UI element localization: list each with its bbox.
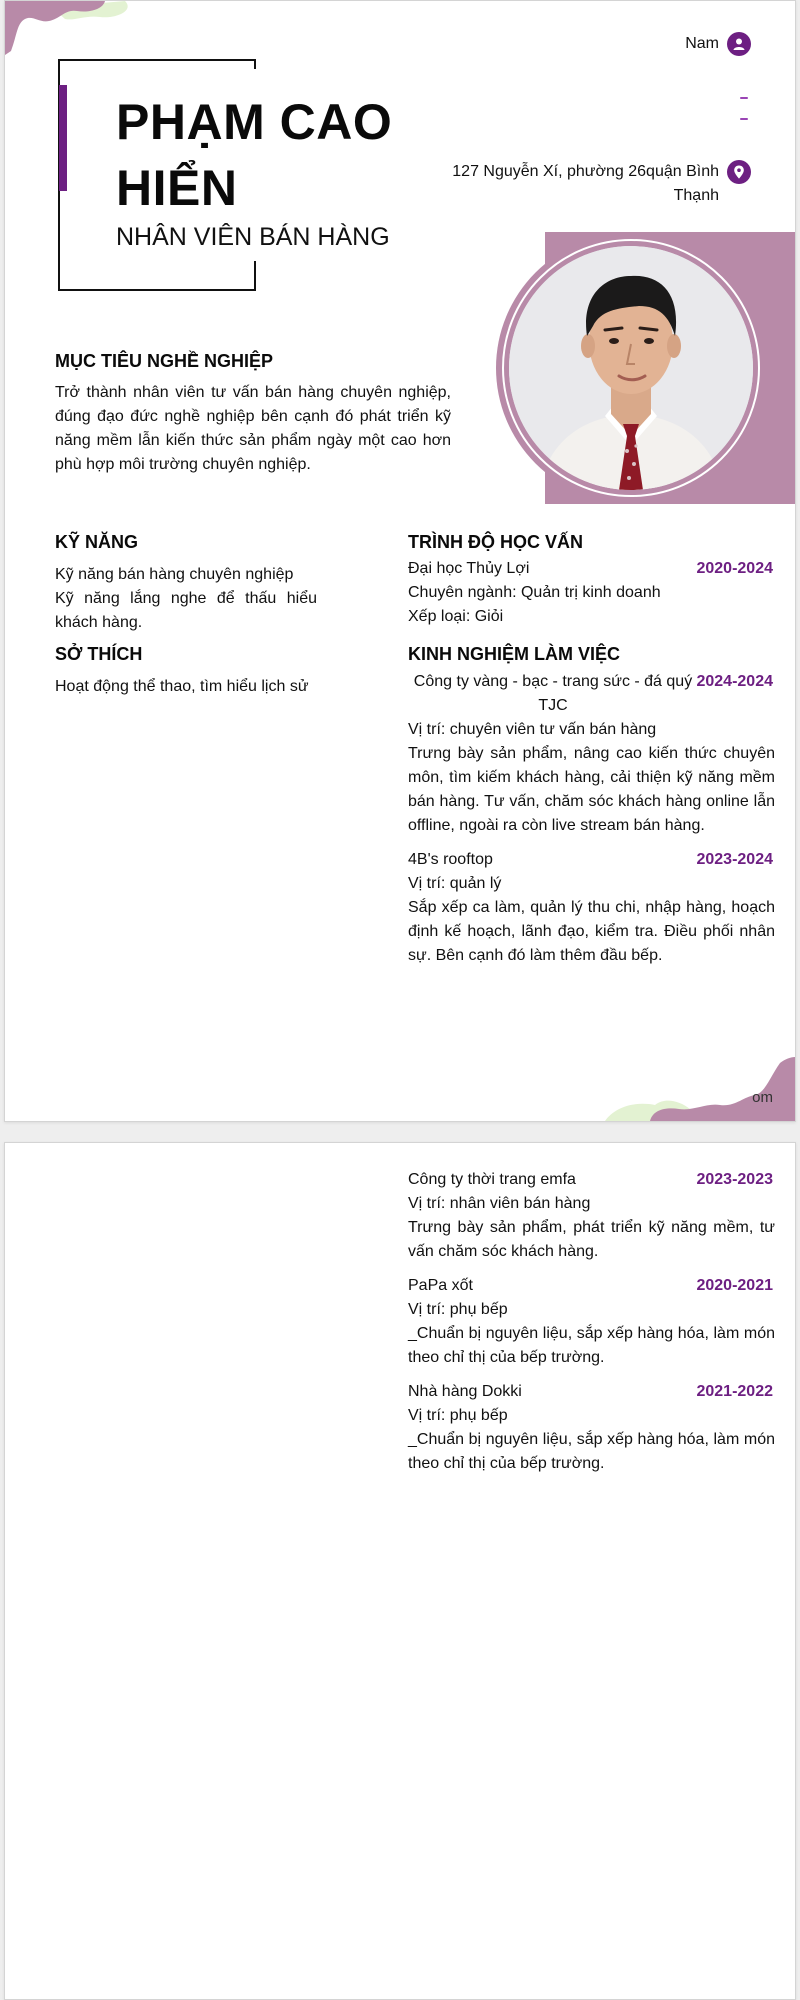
user-icon xyxy=(727,32,751,56)
hobbies-heading: SỞ THÍCH xyxy=(55,644,143,664)
job-company: Nhà hàng Dokki xyxy=(408,1383,522,1400)
address-row xyxy=(449,160,751,208)
job-years: 2021-2022 xyxy=(696,1383,773,1400)
skills-heading: KỸ NĂNG xyxy=(55,532,139,552)
footer-fragment: om xyxy=(752,1089,773,1106)
job-years: 2023-2023 xyxy=(696,1171,773,1188)
education-heading: TRÌNH ĐỘ HỌC VẤN xyxy=(408,532,583,552)
accent-bar xyxy=(59,85,67,191)
experience-heading: KINH NGHIỆM LÀM VIỆC xyxy=(408,644,621,664)
job-years: 2020-2021 xyxy=(696,1277,773,1294)
education-years: 2020-2024 xyxy=(696,560,773,577)
job-position: Vị trí: phụ bếp xyxy=(408,1301,508,1318)
decorative-dash xyxy=(740,118,748,120)
gender-row xyxy=(685,32,751,56)
full-name: PHẠM CAO HIỂN xyxy=(116,94,393,216)
education-grade: Xếp loại: Giỏi xyxy=(408,608,504,625)
profile-photo xyxy=(509,246,753,490)
job-description: _Chuẩn bị nguyên liệu, sắp xếp hàng hóa, làm món theo chỉ thị của bếp trường. xyxy=(408,1325,775,1366)
location-pin-icon xyxy=(727,160,751,184)
gender-text: Nam xyxy=(685,35,719,52)
education-school: Đại học Thủy Lợi xyxy=(408,560,530,577)
job-description: _Chuẩn bị nguyên liệu, sắp xếp hàng hóa, làm món theo chỉ thị của bếp trường. xyxy=(408,1431,775,1472)
decorative-blob-top-left xyxy=(5,1,165,61)
job-position: Vị trí: phụ bếp xyxy=(408,1407,508,1424)
skill-item: Kỹ năng bán hàng chuyên nghiệp xyxy=(55,566,294,583)
education-major: Chuyên ngành: Quản trị kinh doanh xyxy=(408,584,661,601)
cv-page-2 xyxy=(4,1142,796,2000)
decorative-dash xyxy=(740,97,748,99)
objective-heading: MỤC TIÊU NGHỀ NGHIỆP xyxy=(55,351,274,371)
job-description: Trưng bày sản phẩm, phát triển kỹ năng mềm, tư vấn chăm sóc khách hàng. xyxy=(408,1219,775,1260)
job-description: Sắp xếp ca làm, quản lý thu chi, nhập hàng, hoạch định kế hoạch, lãnh đạo, kiểm tra. Điều phối nhân sự. Bên cạnh đó làm thêm đầu bếp. xyxy=(408,899,775,964)
hobbies-text: Hoạt động thể thao, tìm hiểu lịch sử xyxy=(55,678,309,695)
address-text: 127 Nguyễn Xí, phường 26quận Bình Thạnh xyxy=(452,163,719,204)
objective-text: Trở thành nhân viên tư vấn bán hàng chuyên nghiệp, đúng đạo đức nghề nghiệp bên cạnh đó phát triển kỹ năng mềm lẫn kiến thức sản phẩm ngày một cao hơn phù hợp môi trường chuyên nghiệp. xyxy=(55,384,451,473)
job-description: Trưng bày sản phẩm, nâng cao kiến thức chuyên môn, tìm kiếm khách hàng, cải thiện kỹ năng mềm bán hàng. Tư vấn, chăm sóc khách hàng online lẫn offline, ngoài ra còn live stream bán hàng. xyxy=(408,745,775,834)
job-company: Công ty vàng - bạc - trang sức - đá quý TJC xyxy=(413,673,693,714)
job-company: 4B's rooftop xyxy=(408,851,493,868)
job-title: NHÂN VIÊN BÁN HÀNG xyxy=(116,223,390,251)
job-company: Công ty thời trang emfa xyxy=(408,1171,576,1188)
job-years: 2023-2024 xyxy=(696,851,773,868)
cv-page-1 xyxy=(4,0,796,1122)
job-position: Vị trí: quản lý xyxy=(408,875,502,892)
job-position: Vị trí: nhân viên bán hàng xyxy=(408,1195,591,1212)
job-years: 2024-2024 xyxy=(696,673,773,690)
job-company: PaPa xốt xyxy=(408,1277,473,1294)
skill-item: Kỹ năng lắng nghe để thấu hiểu khách hàng. xyxy=(55,590,317,631)
job-position: Vị trí: chuyên viên tư vấn bán hàng xyxy=(408,721,657,738)
